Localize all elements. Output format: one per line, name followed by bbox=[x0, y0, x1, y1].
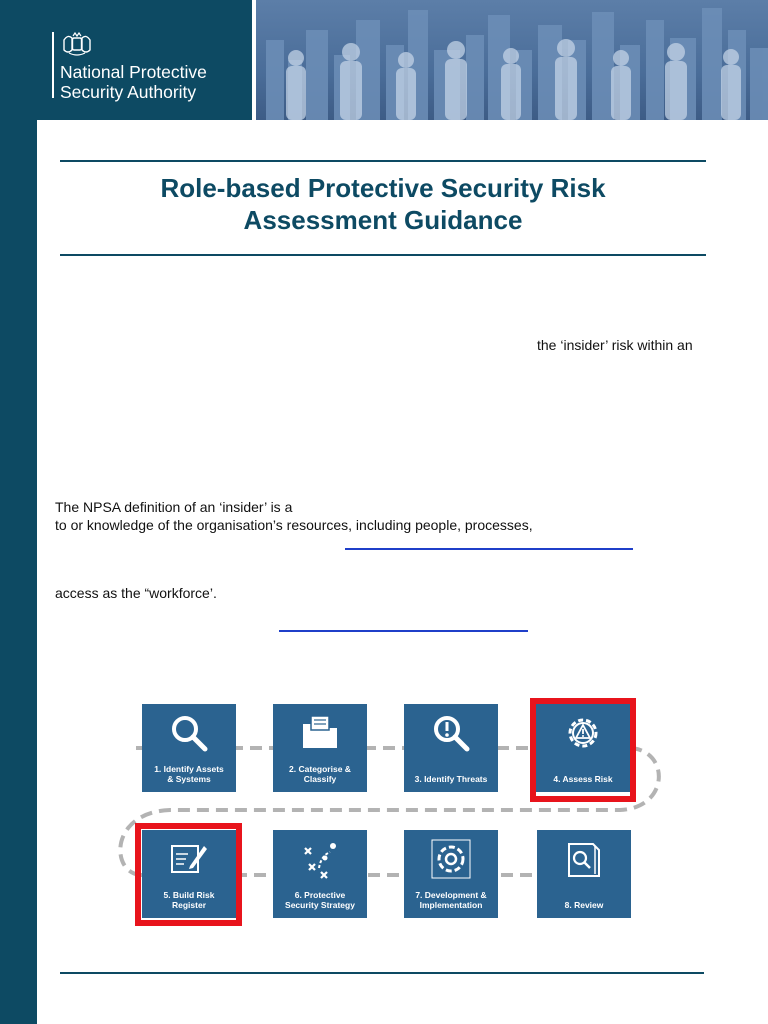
body-text-line: to or knowledge of the organisation’s resources, including people, processes, bbox=[55, 517, 533, 533]
organisation-name: National Protective Security Authority bbox=[60, 62, 207, 102]
folder-icon bbox=[299, 712, 341, 754]
step-label: 4. Assess Risk bbox=[553, 774, 613, 784]
step-label: 1. Identify Assets & Systems bbox=[154, 764, 224, 784]
process-step bbox=[142, 704, 236, 792]
header-logo-block bbox=[0, 0, 252, 120]
logo-divider bbox=[52, 32, 54, 98]
royal-crest-icon bbox=[60, 32, 94, 56]
page-title: Role-based Protective Security Risk Assessment Guidance bbox=[160, 173, 606, 235]
step-label: 8. Review bbox=[564, 900, 604, 910]
step-label: 2. Categorise & Classify bbox=[289, 764, 351, 784]
cycle-gear-icon bbox=[430, 838, 472, 880]
hyperlink-underline[interactable] bbox=[279, 630, 528, 632]
process-step bbox=[537, 830, 631, 918]
body-text-line: The NPSA definition of an ‘insider’ is a bbox=[55, 499, 293, 515]
magnifier-icon bbox=[168, 712, 210, 754]
title-bottom-rule bbox=[60, 254, 706, 256]
title-top-rule bbox=[60, 160, 706, 162]
left-sidebar-band bbox=[0, 0, 37, 1024]
highlight-frame bbox=[530, 698, 636, 802]
header-skyline-banner bbox=[256, 0, 768, 120]
process-step bbox=[273, 830, 367, 918]
body-text-line: the ‘insider’ risk within an bbox=[537, 337, 693, 353]
magnifier-exclamation-icon bbox=[430, 712, 472, 754]
process-step bbox=[404, 830, 498, 918]
step-label: 5. Build Risk Register bbox=[163, 890, 215, 910]
process-step bbox=[404, 704, 498, 792]
step-label: 6. Protective Security Strategy bbox=[285, 890, 355, 910]
hyperlink-underline[interactable] bbox=[345, 548, 633, 550]
step-label: 7. Development & Implementation bbox=[415, 890, 487, 910]
document-search-icon bbox=[563, 838, 605, 880]
highlight-frame bbox=[135, 823, 242, 926]
footer-rule bbox=[60, 972, 704, 974]
strategy-play-icon bbox=[299, 838, 341, 880]
process-step bbox=[273, 704, 367, 792]
step-label: 3. Identify Threats bbox=[414, 774, 488, 784]
body-text-line: access as the “workforce’. bbox=[55, 585, 217, 601]
